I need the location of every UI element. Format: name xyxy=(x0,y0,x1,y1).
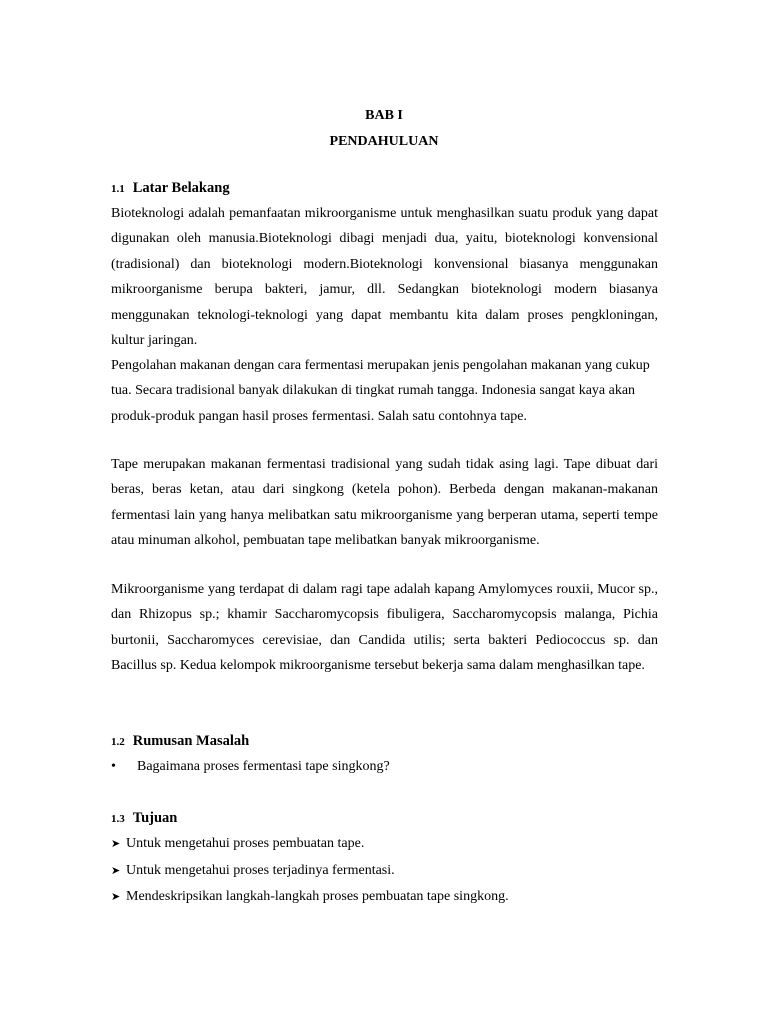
list-item xyxy=(111,884,509,911)
paragraph: Pengolahan makanan dengan cara fermentasi merupakan jenis pengolahan makanan yang cukup tua. Secara tradisional banyak dilakukan di tingkat rumah tangga. Indonesia sangat kaya akan produk-produk pangan hasil proses fermentasi. Salah satu contohnya tape. xyxy=(111,358,650,424)
list-item xyxy=(111,831,509,858)
section-number: 1.1 xyxy=(111,183,125,195)
section-heading-tujuan xyxy=(111,808,177,829)
section-heading-latar-belakang xyxy=(111,178,230,199)
list-item-text: Untuk mengetahui proses pembuatan tape. xyxy=(126,836,365,851)
objectives-list xyxy=(111,831,509,911)
section-title: Rumusan Masalah xyxy=(132,733,250,749)
arrow-bullet-icon: ➤ xyxy=(111,864,121,877)
arrow-bullet-icon: ➤ xyxy=(111,891,121,903)
chapter-heading xyxy=(0,103,768,155)
section-title: Tujuan xyxy=(132,810,178,826)
paragraph: Tape merupakan makanan fermentasi tradisional yang sudah tidak asing lagi. Tape dibuat dari beras, beras ketan, atau dari singkong (ketela pohon). Berbeda dengan makanan-makanan fermentasi lain yang hanya melibatkan satu mikroorganisme yang berperan utama, seperti tempe atau minuman alkohol, pembuatan tape melibatkan banyak mikroorganisme. xyxy=(111,457,658,549)
section-title: Latar Belakang xyxy=(132,180,230,196)
list-item xyxy=(111,858,509,885)
paragraph: Bioteknologi adalah pemanfaatan mikroorganisme untuk menghasilkan suatu produk yang dapat digunakan oleh manusia.Bioteknologi dibagi menjadi dua, yaitu, bioteknologi konvensional (tradisional) dan bioteknologi modern.Bioteknologi konvensional biasanya menggunakan mikroorganisme berupa bakteri, jamur, dll. Sedangkan bioteknologi modern biasanya menggunakan teknologi-teknologi yang dapat membantu kita dalam proses pengkloningan, kultur jaringan. xyxy=(111,206,658,349)
list-item-text: Mendeskripsikan langkah-langkah proses pembuatan tape singkong. xyxy=(126,889,509,904)
list-item xyxy=(111,756,390,778)
section-heading-rumusan-masalah xyxy=(111,731,249,752)
section-number: 1.2 xyxy=(111,736,125,748)
bullet-icon: • xyxy=(111,759,116,774)
chapter-label: BAB I xyxy=(365,108,403,123)
list-item-text: Untuk mengetahui proses terjadinya fermentasi. xyxy=(126,862,395,878)
paragraph: Mikroorganisme yang terdapat di dalam ragi tape adalah kapang Amylomyces rouxii, Mucor sp., dan Rhizopus sp.; khamir Saccharomycopsis fibuligera, Saccharomycopsis malanga, Pichia burtonii, Saccharomyces cerevisiae, dan Candida utilis; serta bakteri Pediococcus sp. dan Bacillus sp. Kedua kelompok mikroorganisme tersebut bekerja sama dalam menghasilkan tape. xyxy=(111,582,658,674)
list-item-text: Bagaimana proses fermentasi tape singkong? xyxy=(137,759,390,774)
chapter-title: PENDAHULUAN xyxy=(329,134,439,149)
section-number: 1.3 xyxy=(111,813,125,825)
arrow-bullet-icon: ➤ xyxy=(111,838,121,850)
